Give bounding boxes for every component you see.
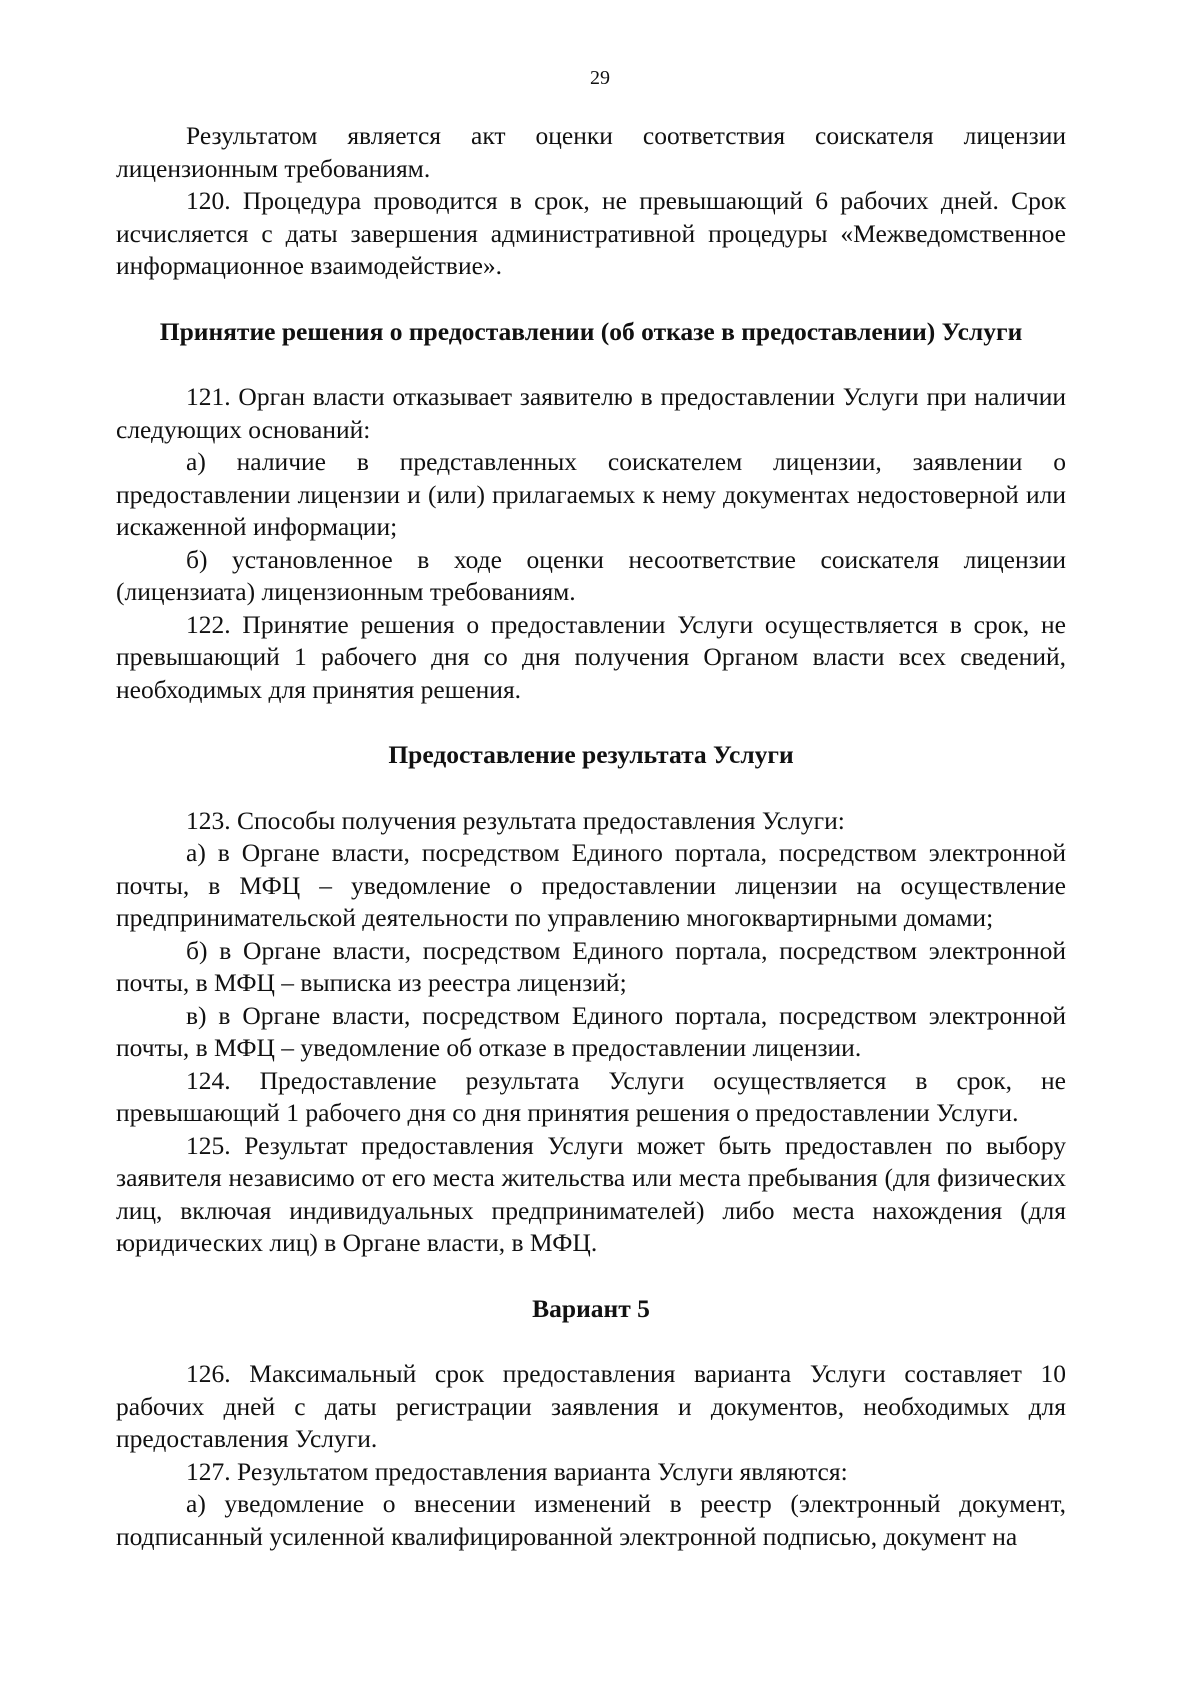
paragraph-123: 123. Способы получения результата предоставления Услуги: [186,805,845,835]
paragraph-122: 122. Принятие решения о предоставлении Услуги осуществляется в срок, не превышающий 1 рабочего дня со дня получения Органом власти всех сведений, необходимых для принятия решения. [116,609,1066,704]
paragraph-127: 127. Результатом предоставления варианта Услуги являются: [186,1456,848,1486]
paragraph-result-act: Результатом является акт оценки соответствия соискателя лицензии лицензионным требованиям. [116,121,1066,183]
section-heading-result: Предоставление результата Услуги [388,740,794,769]
paragraph-127-a: а) уведомление о внесении изменений в реестр (электронный документ, подписанный усиленной квалифицированной электронной подписью, документ на [116,1489,1066,1551]
paragraph-123-v: в) в Органе власти, посредством Единого портала, посредством электронной почты, в МФЦ – уведомление об отказе в предоставлении лицензии. [116,1000,1066,1062]
document-body [116,120,1066,1553]
page-number: 29 [590,67,610,89]
paragraph-126: 126. Максимальный срок предоставления варианта Услуги составляет 10 рабочих дней с даты регистрации заявления и документов, необходимых для предоставления Услуги. [116,1359,1066,1453]
section-heading-variant-5: Вариант 5 [532,1293,650,1323]
paragraph-120: 120. Процедура проводится в срок, не превышающий 6 рабочих дней. Срок исчисляется с даты завершения административной процедуры «Межведомственное информационное взаимодействие». [116,186,1066,280]
paragraph-124: 124. Предоставление результата Услуги осуществляется в срок, не превышающий 1 рабочего дня со дня принятия решения о предоставлении Услуги. [116,1065,1066,1127]
section-heading-decision: Принятие решения о предоставлении (об отказе в предоставлении) Услуги [159,316,1023,346]
paragraph-123-a: а) в Органе власти, посредством Единого портала, посредством электронной почты, в МФЦ – уведомление о предоставлении лицензии на осуществление предпринимательской деятельности по управлению многоквартирными домами; [116,838,1066,932]
paragraph-121-b: б) установленное в ходе оценки несоответствие соискателя лицензии (лицензиата) лицензионным требованиям. [116,544,1066,606]
paragraph-123-b: б) в Органе власти, посредством Единого портала, посредством электронной почты, в МФЦ – выписка из реестра лицензий; [116,935,1066,997]
paragraph-121-a: а) наличие в представленных соискателем лицензии, заявлении о предоставлении лицензии и (или) прилагаемых к нему документах недостоверной или искаженной информации; [116,447,1066,541]
paragraph-125: 125. Результат предоставления Услуги может быть предоставлен по выбору заявителя независимо от его места жительства или места пребывания (для физических лиц, включая индивидуальных предпринимателей) либо места нахождения (для юридических лиц) в Органе власти, в МФЦ. [116,1130,1066,1257]
paragraph-121: 121. Орган власти отказывает заявителю в предоставлении Услуги при наличии следующих оснований: [116,382,1066,444]
